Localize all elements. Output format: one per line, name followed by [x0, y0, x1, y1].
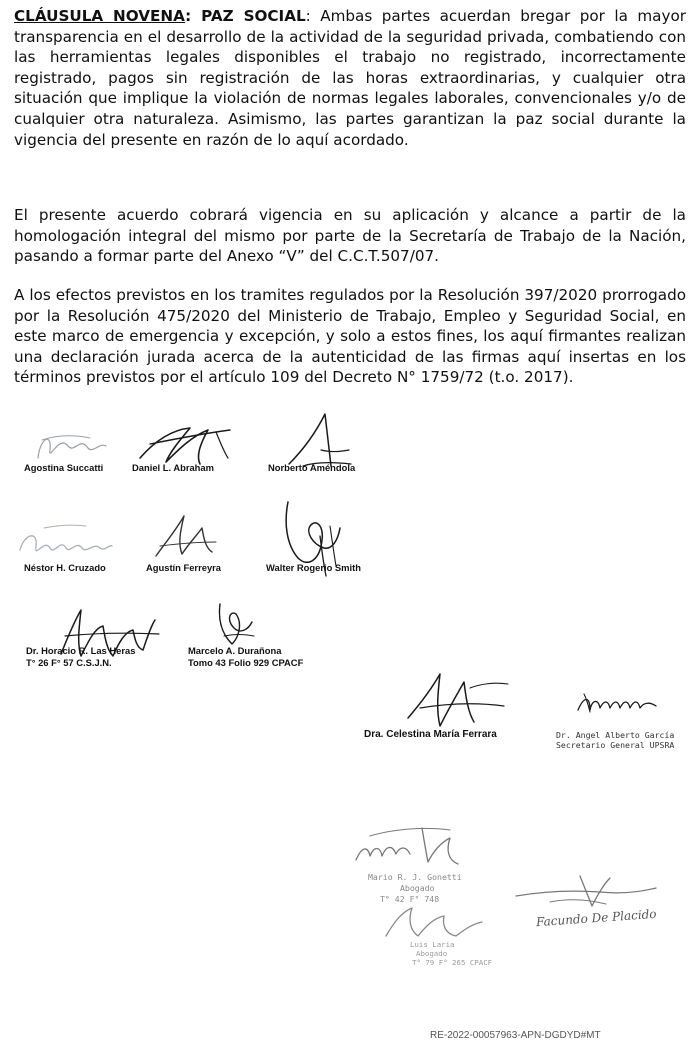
stamp-laria-name: Luis Laria: [410, 940, 455, 949]
signatory-lasheras: Dr. Horacio R. Las Heras: [26, 645, 136, 656]
clause-novena-paragraph: [14, 6, 686, 150]
signatory-cruzado: Néstor H. Cruzado: [24, 562, 106, 573]
signature-ferrara-icon: [400, 668, 510, 738]
stamp-gonetti-name: Mario R. J. Gonetti: [368, 872, 462, 882]
signatory-succatti: Agostina Succatti: [24, 462, 104, 473]
signatory-lasheras-registration: T° 26 F° 57 C.S.J.N.: [26, 657, 112, 668]
vigencia-paragraph: El presente acuerdo cobrará vigencia en su aplicación y alcance a partir de la homologación integral del mismo por parte de la Secretaría de Trabajo de la Nación, pasando a formar parte del Anexo “V” del C.C.T.507/07.: [14, 206, 686, 266]
signatory-placido: Facundo De Placido: [535, 906, 657, 930]
signature-cruzado-icon: [14, 520, 114, 564]
clause-body: : Ambas partes acuerdan bregar por la mayor transparencia en el desarrollo de la actividad de la seguridad privada, combatiendo con las herramientas legales disponibles el trabajo no registrado, incorrectamente registrado, pagos sin registración de las horas extraordinarias, y cualquier otra situación que implique la violación de normas legales laborales, convencionales y/o de cualquier otra naturaleza. Asimismo, las partes garantizan la paz social durante la vigencia del presente en razón de lo aquí acordado.: [14, 7, 686, 149]
signatory-smith: Walter Rogerio Smith: [266, 562, 361, 573]
stamp-laria-title: Abogado: [416, 949, 448, 958]
signatory-abraham: Daniel L. Abraham: [132, 462, 214, 473]
document-reference: RE-2022-00057963-APN-DGDYD#MT: [430, 1030, 601, 1041]
signatory-garcia-role: Secretario General UPSRA: [556, 740, 675, 750]
signatory-amendola: Norberto Améndola: [268, 462, 356, 473]
stamp-gonetti-registration: T° 42 F° 748: [380, 894, 440, 904]
signature-amendola-icon: [285, 410, 355, 470]
signature-gonetti-icon: [350, 816, 470, 876]
stamp-gonetti-title: Abogado: [400, 883, 435, 893]
signature-garcia-icon: [574, 690, 666, 720]
signatory-ferreyra: Agustín Ferreyra: [146, 562, 222, 573]
clause-title: : PAZ SOCIAL: [185, 7, 306, 25]
signatory-duranona-registration: Tomo 43 Folio 929 CPACF: [188, 657, 304, 668]
signature-duranona-icon: [212, 600, 258, 650]
signatory-ferrara: Dra. Celestina María Ferrara: [364, 729, 497, 740]
efectos-paragraph: A los efectos previstos en los tramites regulados por la Resolución 397/2020 prorrogado por la Resolución 475/2020 del Ministerio de Trabajo, Empleo y Seguridad Social, en este marco de emergencia y excepción, y solo a estos fines, los aquí firmantes realizan una declaración jurada acerca de la autenticidad de las firmas aquí insertas en los términos previstos por el artículo 109 del Decreto N° 1759/72 (t.o. 2017).: [14, 286, 686, 387]
signatory-garcia: Dr. Angel Alberto García: [556, 730, 675, 740]
signatory-duranona: Marcelo A. Durañona: [188, 645, 282, 656]
clause-heading: CLÁUSULA NOVENA: [14, 7, 186, 25]
stamp-laria-registration: T° 79 F° 265 CPACF: [412, 958, 493, 967]
signature-ferreyra-icon: [150, 512, 220, 562]
